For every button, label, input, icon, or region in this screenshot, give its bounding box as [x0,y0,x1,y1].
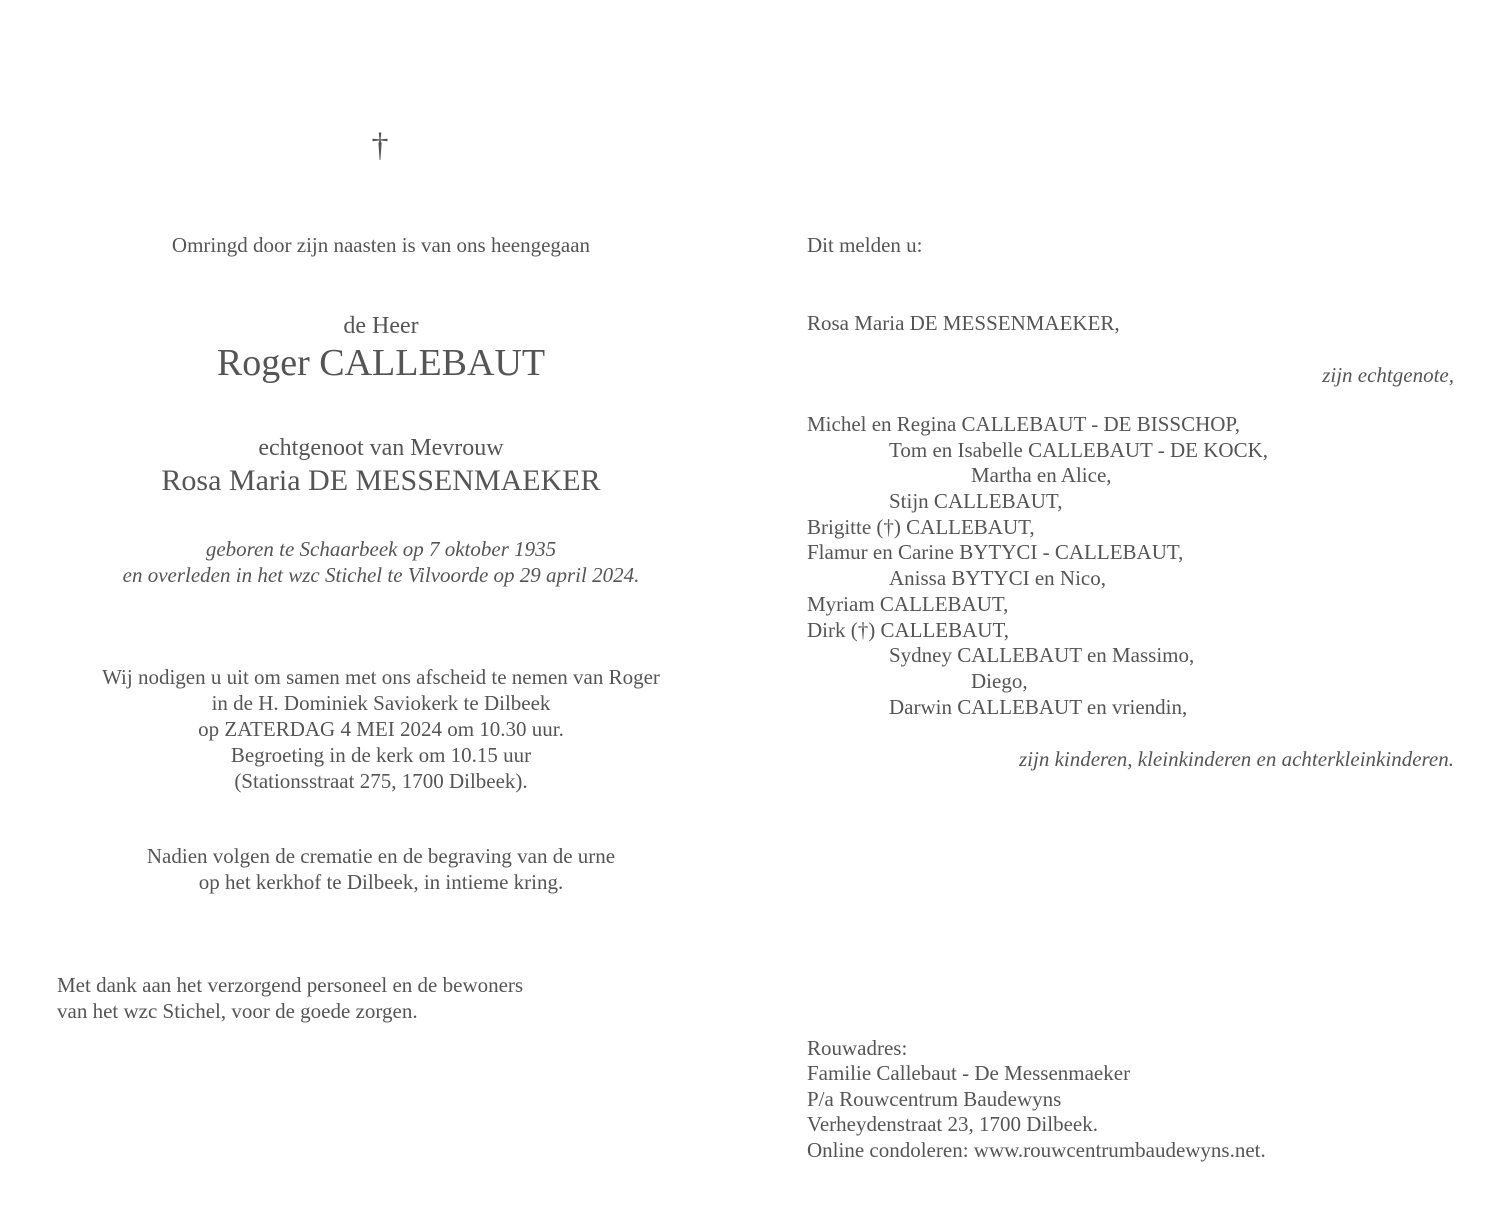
family-member: Dirk (†) CALLEBAUT, [807,617,1009,642]
family-member: Darwin CALLEBAUT en vriendin, [889,694,1188,719]
deceased-name: Roger CALLEBAUT [216,342,546,384]
address-line: P/a Rouwcentrum Baudewyns [807,1086,1062,1111]
invitation-line: Begroeting in de kerk om 10.15 uur [230,743,532,767]
widow-name: Rosa Maria DE MESSENMAEKER, [807,311,1120,335]
death-line: en overleden in het wzc Stichel te Vilvoorde op 29 april 2024. [122,563,640,587]
family-list [807,412,1268,720]
family-member: Sydney CALLEBAUT en Massimo, [889,643,1195,668]
family-member: Anissa BYTYCI en Nico, [889,566,1106,591]
birth-line: geboren te Schaarbeek op 7 oktober 1935 [205,537,557,561]
family-member: Brigitte (†) CALLEBAUT, [807,514,1035,539]
widow-role: zijn echtgenote, [1322,363,1454,387]
invitation-line: Wij nodigen u uit om samen met ons afscheid te nemen van Roger [102,665,660,689]
cross-icon: † [371,127,389,164]
family-member: Tom en Isabelle CALLEBAUT - DE KOCK, [889,437,1268,462]
address-line: Online condoleren: www.rouwcentrumbaudewyns.net. [807,1137,1266,1162]
family-member: Michel en Regina CALLEBAUT - DE BISSCHOP, [807,412,1241,436]
address-line: Verheydenstraat 23, 1700 Dilbeek. [807,1112,1098,1137]
invitation-line: (Stationsstraat 275, 1700 Dilbeek). [234,769,528,793]
intro-text: Omringd door zijn naasten is van ons heengegaan [171,233,591,257]
thanks-line: van het wzc Stichel, voor de goede zorgen. [57,999,418,1023]
family-member: Diego, [971,668,1028,693]
spouse-name: Rosa Maria DE MESSENMAEKER [161,464,601,497]
family-member: Stijn CALLEBAUT, [889,489,1063,514]
title-prefix: de Heer [343,313,419,339]
invitation-line: in de H. Dominiek Saviokerk te Dilbeek [211,691,551,715]
address-block [807,1036,1266,1163]
spouse-prefix: echtgenoot van Mevrouw [258,435,504,461]
family-role: zijn kinderen, kleinkinderen en achterkleinkinderen. [1018,747,1454,771]
afterwards-block [36,843,726,895]
invitation-line: op ZATERDAG 4 MEI 2024 om 10.30 uur. [198,717,564,741]
announce-text: Dit melden u: [807,233,923,257]
address-line: Familie Callebaut - De Messenmaeker [807,1061,1131,1086]
address-line: Rouwadres: [807,1036,908,1060]
family-member: Flamur en Carine BYTYCI - CALLEBAUT, [807,540,1184,565]
invitation-block [36,664,726,794]
family-member: Myriam CALLEBAUT, [807,591,1009,616]
afterwards-line: Nadien volgen de crematie en de begraving van de urne [146,844,616,868]
thanks-line: Met dank aan het verzorgend personeel en de bewoners [57,973,524,997]
family-member: Martha en Alice, [971,463,1112,488]
thanks-block [57,972,523,1024]
afterwards-line: op het kerkhof te Dilbeek, in intieme kring. [198,870,564,894]
